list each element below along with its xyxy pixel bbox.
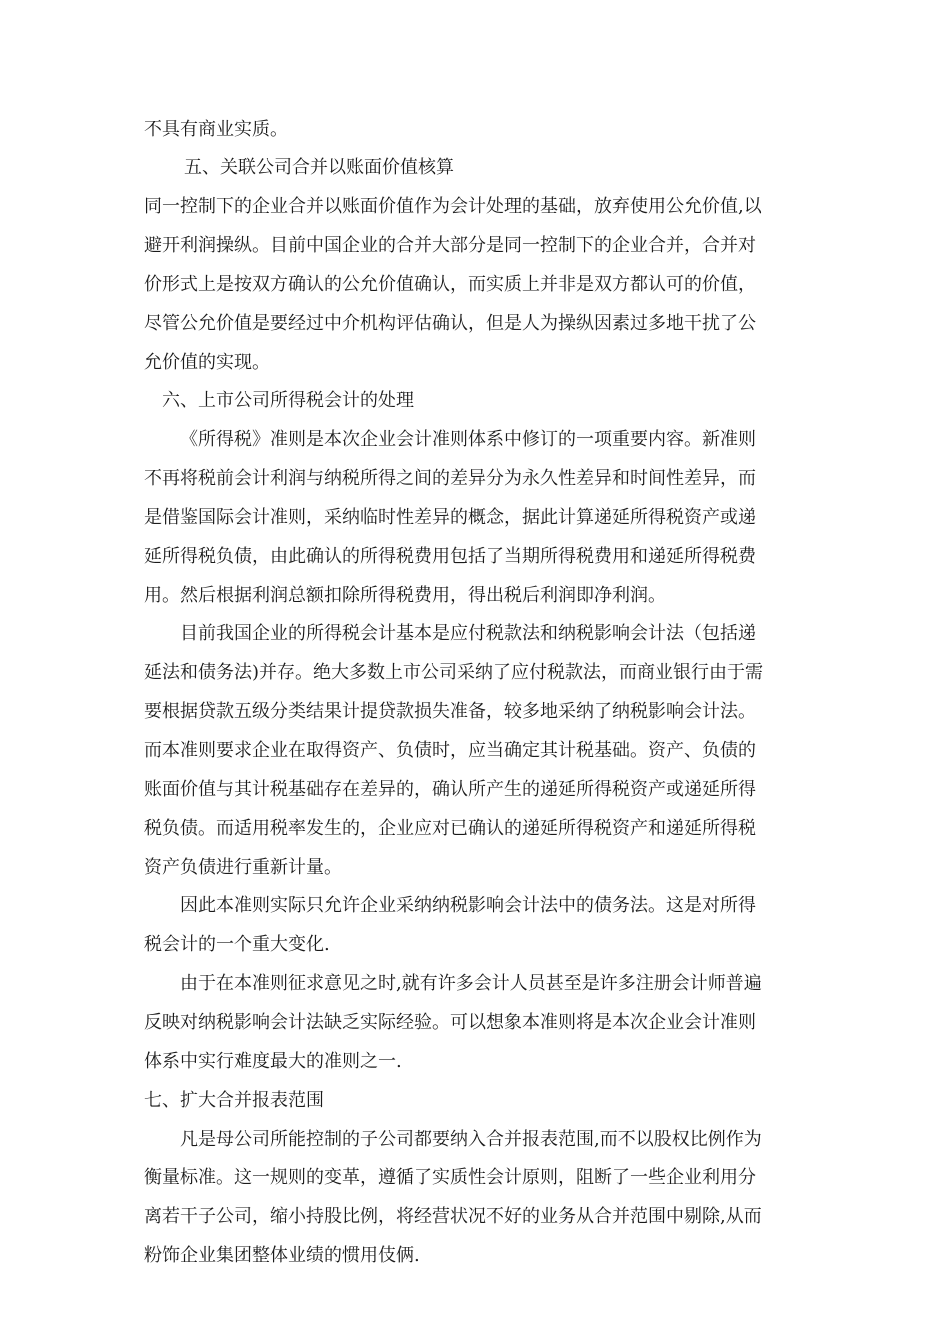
body-text-line: 离若干子公司，缩小持股比例，将经营状况不好的业务从合并范围中剔除,从而 <box>144 1206 762 1227</box>
body-text-line: 不具有商业实质。 <box>144 119 288 140</box>
body-text-line: 允价值的实现。 <box>144 352 270 373</box>
body-text-line: 凡是母公司所能控制的子公司都要纳入合并报表范围,而不以股权比例作为 <box>180 1129 762 1150</box>
body-text-line: 目前我国企业的所得税会计基本是应付税款法和纳税影响会计法（包括递 <box>180 623 756 644</box>
body-text-line: 账面价值与其计税基础存在差异的，确认所产生的递延所得税资产或递延所得 <box>144 779 756 800</box>
body-text-line: 而本准则要求企业在取得资产、负债时，应当确定其计税基础。资产、负债的 <box>144 740 756 761</box>
body-text-line: 同一控制下的企业合并以账面价值作为会计处理的基础，放弃使用公允价值,以 <box>144 196 762 217</box>
body-text-line: 衡量标准。这一规则的变革，遵循了实质性会计原则，阻断了一些企业利用分 <box>144 1167 756 1188</box>
body-text-line: 价形式上是按双方确认的公允价值确认，而实质上并非是双方都认可的价值， <box>144 274 756 295</box>
body-text-line: 尽管公允价值是要经过中介机构评估确认，但是人为操纵因素过多地干扰了公 <box>144 313 756 334</box>
body-text-line: 延所得税负债，由此确认的所得税费用包括了当期所得税费用和递延所得税费 <box>144 546 756 567</box>
body-text-line: 要根据贷款五级分类结果计提贷款损失准备，较多地采纳了纳税影响会计法。 <box>144 701 756 722</box>
body-text-line: 用。然后根据利润总额扣除所得税费用，得出税后利润即净利润。 <box>144 585 666 606</box>
section-heading: 七、扩大合并报表范围 <box>144 1090 324 1111</box>
body-text-line: 《所得税》准则是本次企业会计准则体系中修订的一项重要内容。新准则 <box>180 429 756 450</box>
body-text-line: 体系中实行难度最大的准则之一. <box>144 1051 402 1072</box>
body-text-line: 延法和债务法)并存。绝大多数上市公司采纳了应付税款法，而商业银行由于需 <box>144 662 764 683</box>
body-text-line: 反映对纳税影响会计法缺乏实际经验。可以想象本准则将是本次企业会计准则 <box>144 1012 756 1033</box>
body-text-line: 不再将税前会计利润与纳税所得之间的差异分为永久性差异和时间性差异，而 <box>144 468 756 489</box>
body-text-line: 税会计的一个重大变化. <box>144 934 330 955</box>
body-text-line: 因此本准则实际只允许企业采纳纳税影响会计法中的债务法。这是对所得 <box>180 895 756 916</box>
body-text-line: 粉饰企业集团整体业绩的惯用伎俩. <box>144 1245 420 1266</box>
body-text-line: 由于在本准则征求意见之时,就有许多会计人员甚至是许多注册会计师普遍 <box>180 973 762 994</box>
body-text-line: 税负债。而适用税率发生的，企业应对已确认的递延所得税资产和递延所得税 <box>144 818 756 839</box>
section-heading: 六、上市公司所得税会计的处理 <box>162 390 414 411</box>
body-text-line: 资产负债进行重新计量。 <box>144 857 342 878</box>
body-text-line: 是借鉴国际会计准则，采纳临时性差异的概念，据此计算递延所得税资产或递 <box>144 507 756 528</box>
body-text-line: 避开利润操纵。目前中国企业的合并大部分是同一控制下的企业合并，合并对 <box>144 235 756 256</box>
section-heading: 五、关联公司合并以账面价值核算 <box>184 157 454 178</box>
